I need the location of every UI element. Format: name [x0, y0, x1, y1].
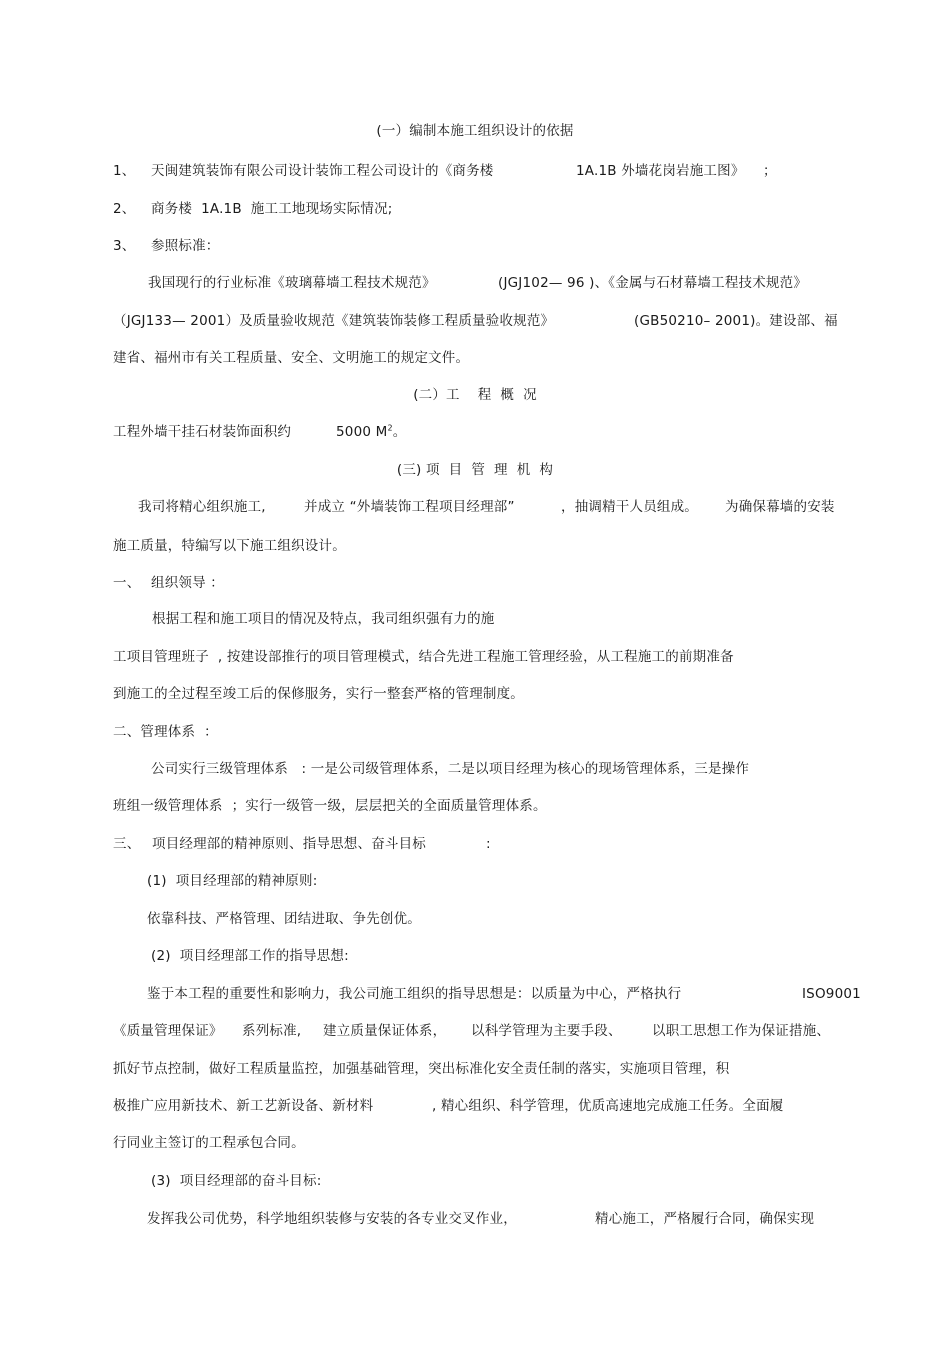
part3-title: 项目经理部的精神原则、指导思想、奋斗目标: [152, 836, 426, 852]
part1-number: 一、: [113, 575, 141, 591]
item3-text: 参照标准：: [151, 238, 220, 254]
item1-text: 天闽建筑装饰有限公司设计装饰工程公司设计的《商务楼: [151, 163, 494, 179]
section2-heading: (二）工 程 概 况: [413, 387, 537, 403]
intro-line1-b: 并成立 “外墙装饰工程项目经理部”: [304, 499, 515, 515]
intro-line1-a: 我司将精心组织施工,: [138, 499, 266, 515]
part3-number: 三、: [113, 836, 141, 852]
sub2-line5: 行同业主签订的工程承包合同。: [113, 1135, 305, 1151]
part2-title: 二、管理体系 ：: [113, 724, 218, 740]
part1-line2: 工项目管理班子 , 按建设部推行的项目管理模式，结合先进工程施工管理经验，从工程施工的前期准备: [113, 649, 734, 665]
standards-line1-a: 我国现行的行业标准《玻璃幕墙工程技术规范》: [148, 275, 436, 291]
part2-line2: 班组一级管理体系 ；实行一级管一级，层层把关的全面质量管理体系。: [113, 798, 547, 814]
sub2-line1-b: ISO9001: [802, 986, 861, 1002]
standards-line2-a: （JGJ133— 2001）及质量验收规范《建筑装饰装修工程质量验收规范》: [113, 313, 555, 329]
intro-line1-c: ，抽调精干人员组成。: [561, 499, 698, 515]
sub2-line4-a: 极推广应用新技术、新工艺新设备、新材料: [113, 1098, 374, 1114]
sub2-line2-c: 建立质量保证体系，: [323, 1023, 447, 1039]
sub2-line2-a: 《质量管理保证》: [113, 1023, 223, 1039]
section3-heading: (三) 项 目 管 理 机 构: [396, 462, 554, 478]
sub3-title: (3) 项目经理部的奋斗目标:: [151, 1173, 322, 1189]
section1-heading: (一）编制本施工组织设计的依据: [376, 123, 574, 139]
item2-number: 2、: [113, 201, 136, 217]
standards-line2-b: (GB50210– 2001)。建设部、福: [634, 313, 838, 329]
sub1-title: (1) 项目经理部的精神原则:: [147, 873, 318, 889]
intro-line1-d: 为确保幕墙的安装: [725, 499, 835, 515]
intro-line2: 施工质量，特编写以下施工组织设计。: [113, 538, 346, 554]
standards-line3: 建省、福州市有关工程质量、安全、文明施工的规定文件。: [113, 350, 470, 366]
sub2-title: (2) 项目经理部工作的指导思想:: [151, 948, 349, 964]
item2-text: 商务楼 1A.1B 施工工地现场实际情况;: [151, 201, 393, 217]
sub2-line1-a: 鉴于本工程的重要性和影响力，我公司施工组织的指导思想是：以质量为中心，严格执行: [147, 986, 682, 1002]
item3-number: 3、: [113, 238, 136, 254]
sub2-line4-b: , 精心组织、科学管理，优质高速地完成施工任务。全面履: [432, 1098, 784, 1114]
item1-number: 1、: [113, 163, 136, 179]
part1-title: 组织领导 ：: [151, 575, 224, 591]
sub2-line3: 抓好节点控制，做好工程质量监控，加强基础管理，突出标准化安全责任制的落实，实施项目管理，积: [113, 1061, 730, 1077]
standards-line1-b: (JGJ102— 96 )、《金属与石材幕墙工程技术规范》: [498, 275, 808, 291]
item1-text-b: 1A.1B 外墙花岗岩施工图》: [576, 163, 745, 179]
sub2-line2-d: 以科学管理为主要手段、: [471, 1023, 622, 1039]
section2-area-label: 工程外墙干挂石材装饰面积约: [113, 424, 292, 440]
part1-line1: 根据工程和施工项目的情况及特点，我司组织强有力的施: [152, 611, 495, 627]
part2-line1: 公司实行三级管理体系 : 一是公司级管理体系，二是以项目经理为核心的现场管理体系，三是操作: [151, 761, 750, 777]
item1-text-c: ；: [763, 163, 777, 179]
part3-title-colon: :: [486, 836, 491, 852]
sub3-line1-a: 发挥我公司优势，科学地组织装修与安装的各专业交叉作业，: [147, 1211, 517, 1227]
sub3-line1-b: 精心施工，严格履行合同，确保实现: [595, 1211, 815, 1227]
sub2-line2-b: 系列标准,: [242, 1023, 302, 1039]
part1-line3: 到施工的全过程至竣工后的保修服务，实行一整套严格的管理制度。: [113, 686, 524, 702]
sub1-text: 依靠科技、严格管理、团结进取、争先创优。: [147, 911, 421, 927]
sub2-line2-e: 以职工思想工作为保证措施、: [652, 1023, 831, 1039]
section2-area-value: 5000 $M^2$。: [336, 423, 407, 440]
